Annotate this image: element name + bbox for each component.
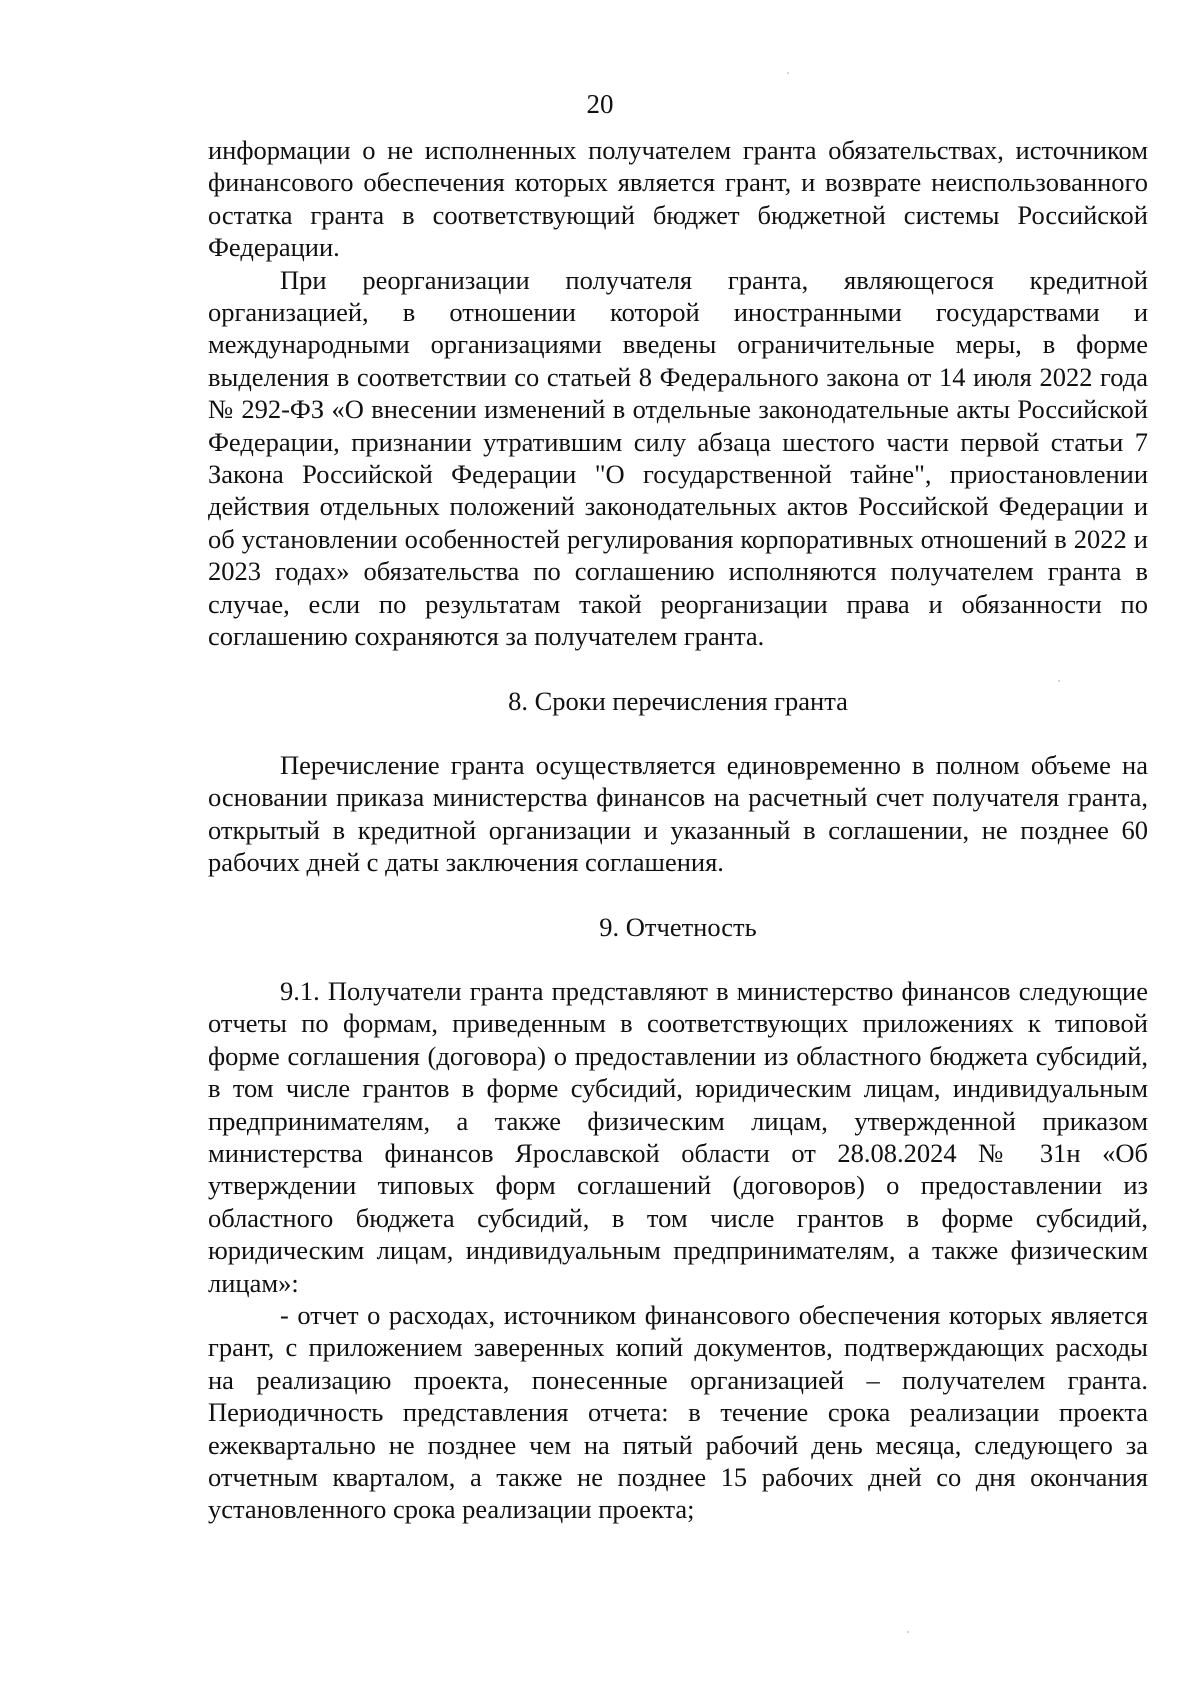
scan-speck [907, 1631, 909, 1633]
paragraph-grant-transfer: Перечисление гранта осуществляется единовременно в полном объеме на основании приказа министерства финансов на расчетный счет получателя гранта, открытый в кредитной организации и указанный в соглашении, не позднее 60 рабочих дней с даты заключения соглашения. [208, 749, 1148, 878]
section-heading-9: 9. Отчетность [599, 911, 757, 942]
paragraph-reorganization: При реорганизации получателя гранта, являющегося кредитной организацией, в отношении которой иностранными государствами и международными организациями введены ограничительные меры, в форме выделения в соответствии со статьей 8 Федерального закона от 14 июля 2022 года № 292-ФЗ «О внесении изменений в отдельные законодательные акты Российской Федерации, признании утратившим силу абзаца шестого части первой статьи 7 Закона Российской Федерации "О государственной тайне", приостановлении действия отдельных положений законодательных актов Российской Федерации и об установлении особенностей регулирования корпоративных отношений в 2022 и 2023 годах» обязательства по соглашению исполняются получателем гранта в случае, если по результатам такой реорганизации права и обязанности по соглашению сохраняются за получателем гранта. [208, 264, 1148, 652]
document-body [208, 134, 1148, 1526]
page-number: 20 [586, 89, 614, 119]
paragraph-continuation: информации о не исполненных получателем гранта обязательствах, источником финансового обеспечения которых является грант, и возврате неиспользованного остатка гранта в соответствующий бюджет бюджетной системы Российской Федерации. [208, 135, 1148, 263]
scan-speck [787, 72, 789, 74]
paragraph-expense-report: - отчет о расходах, источником финансового обеспечения которых является грант, с приложением заверенных копий документов, подтверждающих расходы на реализацию проекта, понесенные организацией – получателем гранта. Периодичность представления отчета: в течение срока реализации проекта ежеквартально не позднее чем на пятый рабочий день месяца, следующего за отчетным кварталом, а также не позднее 15 рабочих дней со дня окончания установленного срока реализации проекта; [208, 1300, 1148, 1525]
scan-speck [1058, 680, 1060, 682]
section-heading-8: 8. Сроки перечисления гранта [508, 685, 848, 716]
paragraph-9-1: 9.1. Получатели гранта представляют в министерство финансов следующие отчеты по формам, приведенным в соответствующих приложениях к типовой форме соглашения (договора) о предоставлении из областного бюджета субсидий, в том числе грантов в форме субсидий, юридическим лицам, индивидуальным предпринимателям, а также физическим лицам, утвержденной приказом министерства финансов Ярославской области от 28.08.2024 № 31н «Об утверждении типовых форм соглашений (договоров) о предоставлении из областного бюджета субсидий, в том числе грантов в форме субсидий, юридическим лицам, индивидуальным предпринимателям, а также физическим лицам»: [208, 975, 1148, 1298]
